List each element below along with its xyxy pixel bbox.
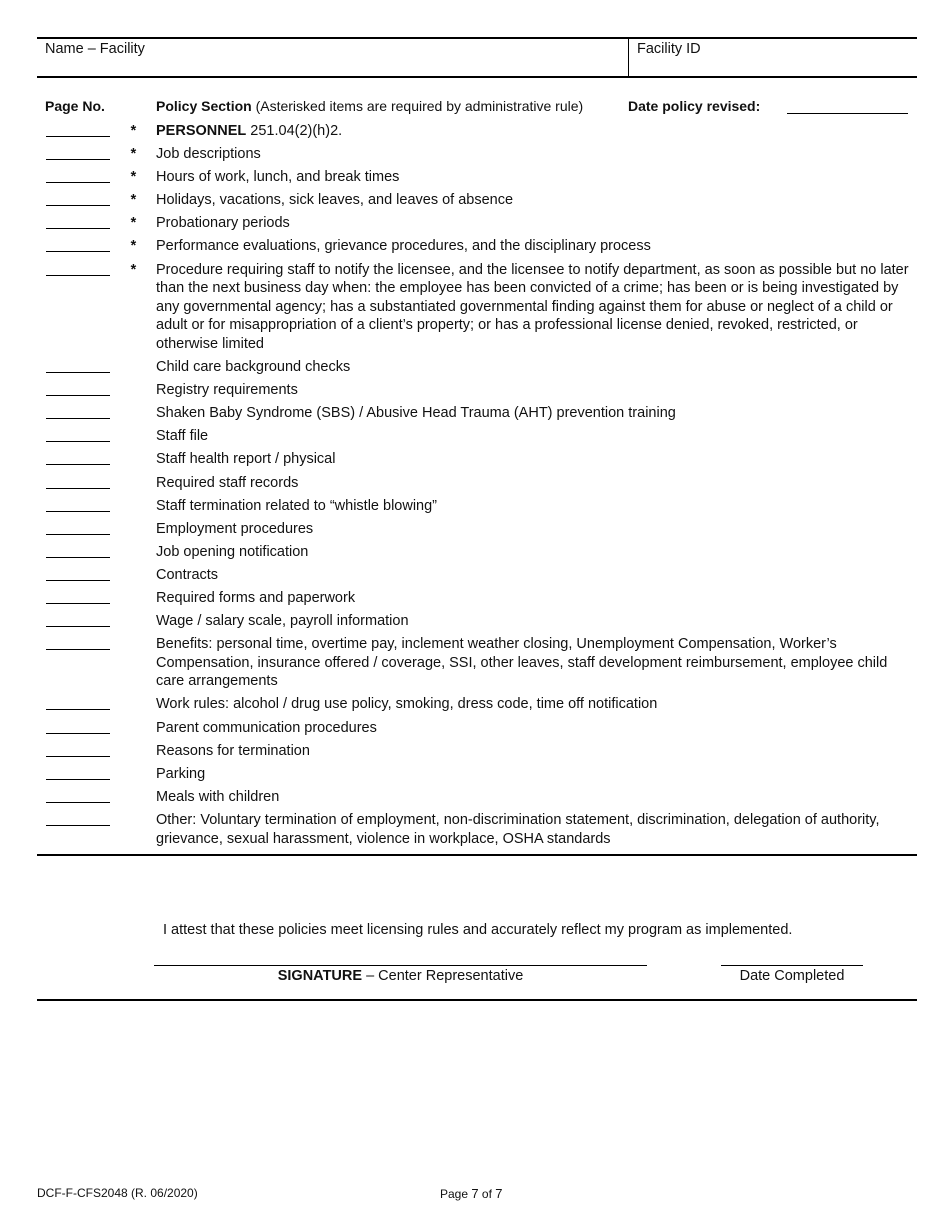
policy-item [37, 261, 917, 354]
policy-item-label: Staff termination related to “whistle blowing” [156, 497, 438, 514]
signature-line[interactable] [154, 965, 647, 966]
policy-item-label: Staff file [156, 428, 209, 445]
page-count [440, 1186, 503, 1201]
policy-item [37, 404, 917, 423]
policy-item-label: Registry requirements [156, 382, 298, 399]
policy-item [37, 450, 917, 469]
policy-item-label: Benefits: personal time, overtime pay, inclement weather closing, Unemployment Compensation, Worker’s Compensation, insurance offered / coverage, SSI, other leaves, staff development reimbursement, employee child care arrangements [156, 636, 888, 690]
policy-item-label: Job descriptions [156, 146, 261, 163]
policy-item-list [37, 122, 917, 848]
policy-item-text [156, 696, 657, 712]
date-completed-line[interactable] [721, 965, 863, 966]
page-word: Page [440, 1187, 472, 1201]
policy-item-label: Required forms and paperwork [156, 589, 356, 606]
page-no-blank[interactable] [46, 511, 110, 512]
facility-header [37, 37, 917, 78]
policy-item-label: Parent communication procedures [156, 719, 377, 736]
policy-item-label: Procedure requiring staff to notify the licensee, and the licensee to notify department, as soon as possible but no later than the next business day when: the employee has been convicted of a crime; has been or is being investigated by any governmental agency; has a substantiated governmental finding against them for abuse or neglect of a child or adult or for misappropriation of a client’s property; or has a professional license denied, revoked, restricted, or otherwise limited [156, 261, 909, 352]
page-no-blank[interactable] [46, 251, 110, 252]
page-total: 7 [495, 1186, 503, 1201]
page-no-blank[interactable] [46, 779, 110, 780]
policy-item [37, 191, 917, 210]
page-no-blank[interactable] [46, 205, 110, 206]
policy-item-text [156, 521, 313, 537]
page-no-blank[interactable] [46, 580, 110, 581]
policy-item-text [156, 720, 377, 736]
policy-section-heading-bold: Policy Section [156, 98, 252, 114]
signature-label [154, 968, 647, 984]
policy-item [37, 497, 917, 516]
required-marker: * [130, 192, 136, 209]
page-no-blank[interactable] [46, 603, 110, 604]
policy-item [37, 381, 917, 400]
facility-id-field[interactable] [629, 39, 917, 76]
required-marker: * [130, 215, 136, 232]
signature-label-rest: – Center Representative [362, 968, 524, 985]
policy-item [37, 612, 917, 631]
policy-item-text [156, 613, 409, 629]
form-id: DCF-F-CFS2048 (R. 06/2020) [37, 1186, 198, 1200]
policy-item [37, 543, 917, 562]
facility-name-field[interactable] [37, 39, 629, 76]
policy-item [37, 811, 917, 848]
page-no-blank[interactable] [46, 557, 110, 558]
page-no-blank[interactable] [46, 464, 110, 465]
policy-section-heading [156, 98, 583, 114]
policy-item-lead: PERSONNEL [156, 123, 247, 139]
required-marker: * [130, 238, 136, 255]
policy-item-label: Job opening notification [156, 543, 309, 560]
policy-item-text [156, 169, 399, 185]
policy-item-label: Staff health report / physical [156, 451, 336, 468]
required-marker: * [130, 123, 136, 139]
page-no-blank[interactable] [46, 372, 110, 373]
page-no-heading: Page No. [45, 98, 105, 114]
policy-item [37, 788, 917, 807]
policy-item-text [156, 766, 205, 782]
policy-item-label: Employment procedures [156, 520, 314, 537]
date-revised-heading: Date policy revised: [628, 98, 761, 114]
attestation-statement: I attest that these policies meet licensing rules and accurately reflect my program as implemented. [163, 922, 793, 939]
policy-item-text [156, 789, 279, 805]
policy-item-text [156, 451, 335, 467]
policy-item [37, 474, 917, 493]
page-no-blank[interactable] [46, 275, 110, 276]
policy-section-heading-note: (Asterisked items are required by administrative rule) [251, 98, 584, 114]
page-no-blank[interactable] [46, 441, 110, 442]
policy-item-text [156, 146, 261, 162]
policy-item [37, 719, 917, 738]
required-marker: * [130, 146, 136, 163]
policy-item-label: Probationary periods [156, 215, 290, 232]
policy-item [37, 358, 917, 377]
policy-item-text [156, 192, 513, 208]
section-divider [37, 854, 917, 856]
page-no-blank[interactable] [46, 534, 110, 535]
policy-item-label: Shaken Baby Syndrome (SBS) / Abusive Head Trauma (AHT) prevention training [156, 405, 676, 422]
policy-item-text [156, 498, 437, 514]
policy-item-label: Meals with children [156, 788, 280, 805]
policy-item [37, 427, 917, 446]
required-marker: * [130, 169, 136, 186]
policy-item [37, 635, 917, 691]
policy-checklist-page [37, 37, 917, 1001]
page-no-blank[interactable] [46, 228, 110, 229]
policy-item [37, 237, 917, 256]
page-no-blank[interactable] [46, 136, 110, 137]
policy-item-label: Performance evaluations, grievance procedures, and the disciplinary process [156, 238, 651, 255]
page-no-blank[interactable] [46, 756, 110, 757]
policy-item [37, 168, 917, 187]
date-completed-label: Date Completed [739, 968, 845, 985]
signature-label-bold: SIGNATURE [277, 968, 363, 985]
policy-item-label: Contracts [156, 566, 219, 583]
page-no-blank[interactable] [46, 802, 110, 803]
policy-item-text [156, 590, 355, 606]
page-no-blank[interactable] [46, 733, 110, 734]
signature-area [37, 965, 917, 999]
policy-item [37, 566, 917, 585]
date-revised-blank[interactable] [787, 113, 908, 114]
page-no-blank[interactable] [46, 159, 110, 160]
policy-item [37, 145, 917, 164]
page-no-blank[interactable] [46, 709, 110, 710]
policy-item-text [156, 475, 298, 491]
policy-item [37, 520, 917, 539]
policy-item-text [156, 544, 308, 560]
policy-item-label: Child care background checks [156, 359, 351, 376]
policy-item-label: Other: Voluntary termination of employment, non-discrimination statement, discrimination, delegation of authority, grievance, sexual harassment, violence in workplace, OSHA standards [156, 811, 880, 847]
policy-item-label: Required staff records [156, 474, 299, 491]
policy-item [37, 765, 917, 784]
policy-item-text [156, 743, 310, 759]
facility-name-label: Name – Facility [45, 41, 145, 57]
page-no-blank[interactable] [46, 825, 110, 826]
policy-item [37, 122, 917, 141]
policy-item [37, 742, 917, 761]
policy-item-text [156, 428, 208, 444]
policy-item-text [156, 636, 887, 689]
policy-item-text [156, 215, 290, 231]
page-current: 7 [471, 1186, 479, 1201]
page-no-blank[interactable] [46, 626, 110, 627]
page-of: of [478, 1187, 496, 1201]
policy-item-label: Hours of work, lunch, and break times [156, 169, 400, 186]
policy-item-label: Wage / salary scale, payroll information [156, 613, 409, 630]
policy-item-text [156, 238, 651, 254]
column-headings [37, 98, 917, 122]
policy-item-text [156, 405, 676, 421]
page-no-blank[interactable] [46, 395, 110, 396]
policy-item-label: Holidays, vacations, sick leaves, and leaves of absence [156, 192, 514, 209]
policy-item [37, 214, 917, 233]
policy-item-label: 251.04(2)(h)2. [246, 123, 343, 139]
policy-item-text [156, 262, 909, 352]
page-no-blank[interactable] [46, 649, 110, 650]
policy-item-text [156, 123, 342, 139]
policy-item [37, 589, 917, 608]
page-no-blank[interactable] [46, 488, 110, 489]
facility-id-label: Facility ID [637, 41, 701, 57]
page-no-blank[interactable] [46, 418, 110, 419]
policy-item-text [156, 359, 350, 375]
required-marker: * [130, 261, 136, 278]
policy-item-text [156, 812, 879, 847]
policy-item-text [156, 567, 218, 583]
policy-item-text [156, 382, 298, 398]
page-no-blank[interactable] [46, 182, 110, 183]
policy-item [37, 695, 917, 714]
policy-item-label: Parking [156, 765, 206, 782]
policy-item-label: Work rules: alcohol / drug use policy, smoking, dress code, time off notification [156, 696, 658, 713]
bottom-divider [37, 999, 917, 1001]
policy-item-label: Reasons for termination [156, 742, 310, 759]
